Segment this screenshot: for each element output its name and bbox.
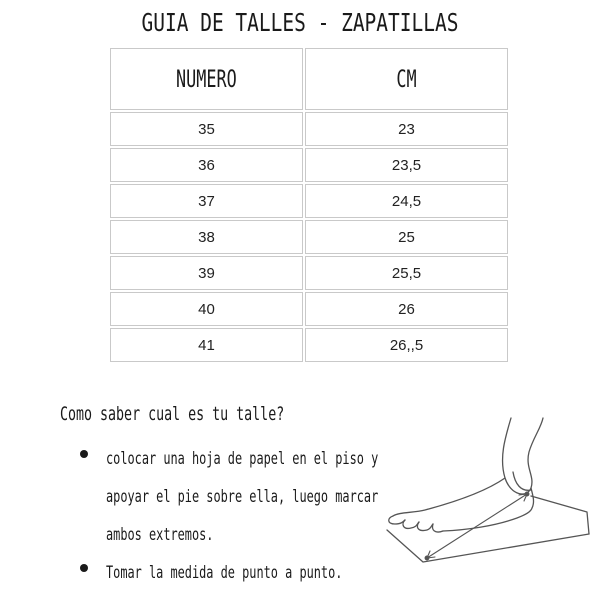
table-row [110, 112, 508, 146]
size-number: 40 [110, 292, 303, 326]
bullet-dot [80, 564, 88, 572]
size-table [108, 46, 510, 364]
size-number: 38 [110, 220, 303, 254]
step-line: Tomar la medida de punto a punto. [106, 563, 343, 583]
size-cm: 26,,5 [305, 328, 508, 362]
step-line: apoyar el pie sobre ella, luego marcar [106, 487, 379, 507]
table-row [110, 292, 508, 326]
table-row [110, 220, 508, 254]
howto-title: Como saber cual es tu talle? [60, 403, 285, 425]
size-cm: 25,5 [305, 256, 508, 290]
table-row [110, 328, 508, 362]
step-line: ambos extremos. [106, 525, 214, 545]
bullet-dot [80, 450, 88, 458]
page-title: GUIA DE TALLES - ZAPATILLAS [141, 8, 459, 37]
table-header-row [110, 48, 508, 110]
size-number: 37 [110, 184, 303, 218]
header-numero: NUMERO [110, 48, 303, 110]
size-number: 36 [110, 148, 303, 182]
size-cm: 26 [305, 292, 508, 326]
size-number: 35 [110, 112, 303, 146]
step-line: colocar una hoja de papel en el piso y [106, 449, 379, 469]
header-cm: CM [305, 48, 508, 110]
size-cm: 25 [305, 220, 508, 254]
table-row [110, 148, 508, 182]
size-cm: 24,5 [305, 184, 508, 218]
list-item [80, 554, 400, 592]
size-number: 39 [110, 256, 303, 290]
howto-steps [80, 440, 400, 592]
table-row [110, 184, 508, 218]
table-row [110, 256, 508, 290]
size-cm: 23,5 [305, 148, 508, 182]
size-number: 41 [110, 328, 303, 362]
list-item [80, 440, 400, 554]
foot-measure-icon [385, 412, 595, 582]
size-cm: 23 [305, 112, 508, 146]
